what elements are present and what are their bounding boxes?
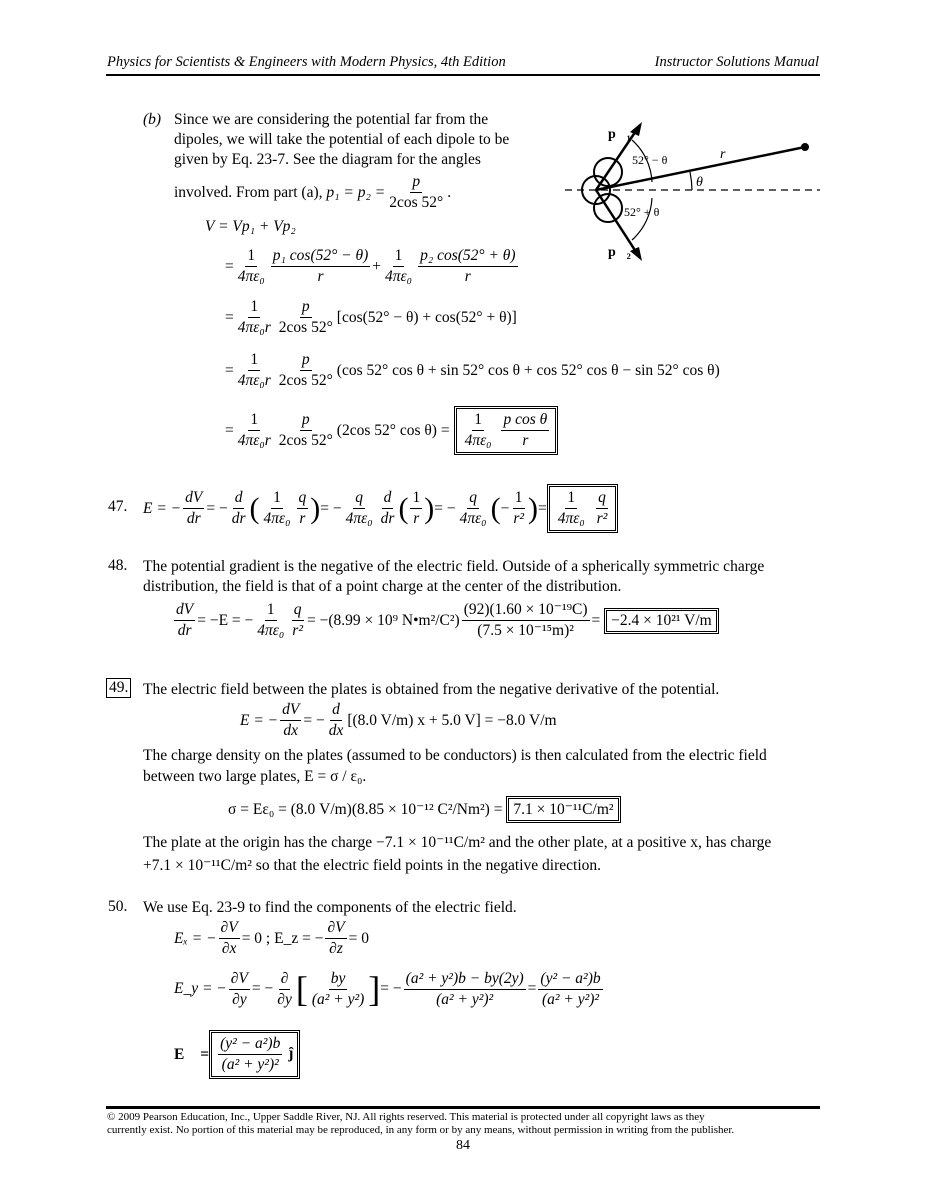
p47-f1d: dr [186, 510, 201, 527]
p50-E-d: (a² + y²)² [221, 1056, 279, 1073]
p49-e-lhs: E = − [240, 711, 279, 729]
p50-ey-n1: ∂V [229, 969, 250, 990]
p47-eq1: = − [206, 499, 228, 517]
p50-ey-d5: (a² + y²)² [541, 990, 600, 1008]
p50-ey-d2: ∂y [277, 990, 292, 1008]
p47-box-d1: 4πε₀ [557, 510, 585, 527]
footer-copyright [107, 1111, 821, 1137]
p50-ey-d3: (a² + y²) [311, 990, 365, 1008]
problem-47-equation: E = − $\frac{dV}{dr}$ = − $\frac{d}{dr}$ ( $\frac{1}{\text{4πε₀}}$ $\frac{q}{r}$ ) = − $\frac{q}{\text{4πε₀}}$ $\frac{d}{dr}$ ( $\frac{1}{r}$ ) = − $\frac{q}{\text{4πε₀}}$ ( − $\frac{1}{\text{r²}}$ ) = $\frac{1}{\text{4πε₀}}$ $\frac{q}{\text{r²}}$ [143, 484, 618, 533]
p50-line1: We use Eq. 23-9 to find the components of the electric field. [143, 899, 517, 916]
page-number: 84 [456, 1138, 470, 1153]
p50-ez-tail: = 0 [348, 929, 369, 947]
p50-E-lhs: E⃗ = [174, 1045, 210, 1063]
p50-ey-d1: ∂y [232, 990, 247, 1008]
p48-f4n: (92)(1.60 × 10⁻¹⁹C) [462, 600, 590, 621]
p48-f2n: 1 [265, 600, 277, 621]
p49-f2d: dx [328, 722, 344, 739]
p50-ex-mid: = 0 ; E_z = − [241, 929, 324, 947]
p1-label: p⃗₁ [608, 127, 631, 142]
eq5-num1: 1 [248, 410, 260, 431]
r-label: r [720, 147, 726, 162]
p2-arrowhead [630, 247, 642, 261]
p47-f7n: 1 [410, 488, 422, 509]
p47-f9d: r² [513, 510, 525, 527]
theta-label: θ [696, 175, 703, 190]
eq5-den1: 4πε₀r [237, 432, 271, 449]
p47-f2n: d [233, 488, 245, 509]
footer-line2: currently exist. No portion of this material may be reproduced, in any form or by any means, without permission in writing from the publisher. [107, 1124, 735, 1136]
eq3-num2: p [300, 297, 312, 318]
p47-f6d: dr [380, 510, 395, 527]
eq5-tail: (2cos 52° cos θ) = [336, 421, 450, 439]
p47-f5n: q [353, 488, 365, 509]
part-b-line3: given by Eq. 23-7. See the diagram for the angles [174, 151, 481, 168]
p1-arrowhead [630, 122, 642, 136]
eq5-box-den2: r [522, 432, 529, 449]
p49-line4: The plate at the origin has the charge −7.1 × 10⁻¹¹C/m² and the other plate, at a positive x, has charge [143, 834, 772, 851]
p47-f4d: r [299, 510, 306, 527]
problem-49-number: 49. [106, 678, 131, 698]
eq3-den1: 4πε₀r [237, 319, 271, 336]
p47-box-n2: q [596, 488, 608, 509]
p49-sigma-eq: σ = Eε₀ = (8.0 V/m)(8.85 × 10⁻¹² C²/Nm²) = [228, 801, 503, 818]
eq3-num1: 1 [248, 297, 260, 318]
dipole-diagram [560, 110, 825, 280]
problem-50-number: 50. [108, 898, 128, 915]
p49-sigma-equation [228, 796, 621, 823]
p47-eq2: = − [320, 499, 342, 517]
eq2-b-num: p₁ cos(52° − θ) [271, 246, 371, 267]
problem-47-number: 47. [108, 498, 128, 515]
eq-line4: = $\frac{1}{\text{4πε₀r}}$ $\frac{p}{2\cos 52^\circ}$ (cos 52° cos θ + sin 52° cos θ + cos 52° cos θ − sin 52° cos θ) [225, 351, 720, 389]
p50-E-result [174, 1030, 300, 1079]
eq2-b-den: r [317, 268, 324, 285]
p50-ex-lhs: Eₓ = − [174, 929, 217, 947]
angle1-label: 52° − θ [632, 153, 668, 167]
part-b-line4: involved. From part (a), p₁ = p₂ = $\frac{p}{2\cos 52^\circ}$ . [174, 173, 452, 211]
part-b-label: (b) [143, 111, 162, 128]
eq5-num2: p [300, 410, 312, 431]
eq5-answer-box [454, 406, 559, 455]
p47-box-n1: 1 [565, 488, 577, 509]
eq5-box-num1: 1 [472, 410, 484, 431]
eq4-tail: (cos 52° cos θ + sin 52° cos θ + cos 52° cos θ − sin 52° cos θ) [336, 361, 720, 379]
p50-ez-d: ∂z [329, 940, 343, 957]
p49-f1n: dV [280, 700, 301, 721]
eq3-den2: 2cos 52° [278, 319, 333, 336]
p50-ey-n2: ∂ [279, 969, 291, 990]
p49-f2n: d [330, 700, 342, 721]
p50-E-answer-box [209, 1030, 300, 1079]
p47-f8n: q [467, 488, 479, 509]
part-b-line1: Since we are considering the potential far from the [174, 111, 489, 128]
p47-f1n: dV [183, 488, 204, 509]
eq3-tail: [cos(52° − θ) + cos(52° + θ)] [336, 308, 517, 326]
p47-f7d: r [413, 510, 420, 527]
p2-label: p⃗₂ [608, 245, 631, 260]
p50-ez-n: ∂V [325, 918, 346, 939]
p48-f2d: 4πε₀ [257, 622, 285, 639]
p48-f3d: r² [292, 622, 303, 639]
p48-line1: The potential gradient is the negative of the electric field. Outside of a spherically symmetric charge [143, 558, 765, 575]
p48-mid2: = −(8.99 × 10⁹ N•m²/C²) [306, 611, 460, 629]
p48-f1n: dV [174, 600, 195, 621]
p49-eq1: = − [303, 711, 325, 729]
eq4-den2: 2cos 52° [278, 372, 333, 389]
p48-eq: = [591, 611, 601, 629]
p47-f3d: 4πε₀ [263, 510, 291, 527]
eq2-d-num: p₂ cos(52° + θ) [418, 246, 518, 267]
p48-line2: distribution, the field is that of a point charge at the center of the distribution. [143, 578, 622, 595]
p50-ey-n5: (y² − a²)b [538, 969, 602, 990]
p48-answer-box: −2.4 × 10²¹ V/m [604, 608, 719, 634]
p47-f5d: 4πε₀ [345, 510, 373, 527]
eq2-a-num: 1 [245, 246, 257, 267]
p50-ey-eq1: = − [251, 980, 274, 997]
field-point [801, 143, 809, 151]
p47-answer-box [547, 484, 619, 533]
eq5-box-num2: p cos θ [501, 410, 549, 431]
p50-E-n: (y² − a²)b [218, 1034, 282, 1055]
p50-ey-n4: (a² + y²)b − by(2y) [404, 969, 526, 990]
p50-ex-d: ∂x [221, 940, 237, 957]
angle2-label: 52° + θ [624, 205, 660, 219]
p-fraction [387, 172, 445, 213]
p48-f3n: q [292, 600, 304, 621]
p48-equation [172, 600, 719, 641]
p48-mid: = −E = − [197, 611, 254, 629]
p50-ey-lhs: E_y = − [174, 980, 227, 997]
eq2-c-num: 1 [393, 246, 405, 267]
p49-e-tail: [(8.0 V/m) x + 5.0 V] = −8.0 V/m [347, 711, 557, 729]
eq4-num2: p [300, 350, 312, 371]
p49-e-equation [240, 700, 557, 741]
p47-f2d: dr [231, 510, 246, 527]
eq2-c-den: 4πε₀ [385, 268, 413, 285]
eq5-den2: 2cos 52° [278, 432, 333, 449]
p49-f1d: dx [283, 722, 299, 739]
p50-ex-n: ∂V [219, 918, 240, 939]
p49-sigma-answer-box: 7.1 × 10⁻¹¹C/m² [506, 796, 620, 823]
header-rule [106, 74, 820, 76]
p48-f1d: dr [177, 622, 192, 639]
p50-ey-eq2: = − [380, 980, 402, 997]
p48-f4d: (7.5 × 10⁻¹⁵m)² [477, 622, 574, 639]
header-manual: Instructor Solutions Manual [654, 54, 819, 70]
footer-line1: © 2009 Pearson Education, Inc., Upper Saddle River, NJ. All rights reserved. This material is protected under all copyright laws as they [107, 1111, 705, 1123]
p50-ey-n3: by [329, 969, 348, 990]
eq2-a-den: 4πε₀ [237, 268, 265, 285]
theta-arc [690, 172, 692, 190]
v-sum: V = Vp₁ + Vp₂ [205, 218, 296, 235]
p50-ey-eq3: = [527, 980, 537, 997]
eq4-num1: 1 [248, 350, 260, 371]
p47-f4n: q [297, 488, 309, 509]
p47-box-d2: r² [596, 510, 608, 527]
p47-f3n: 1 [271, 488, 283, 509]
problem-48-number: 48. [108, 557, 128, 574]
p47-eq3: = − [434, 499, 456, 517]
footer-rule [106, 1106, 820, 1109]
p47-lhs: E = − [143, 499, 182, 517]
eq-line5: = $\frac{1}{\text{4πε₀r}}$ $\frac{p}{2\cos 52^\circ}$ (2cos 52° cos θ) = $\frac{1}{\text{4πε₀}}$ $\frac{\text{p cos θ}}{r}$ [225, 406, 558, 455]
p47-eq4: = [538, 499, 547, 517]
p-equality: p₁ = p₂ = [326, 183, 386, 201]
p50-ex-ez-equation [174, 918, 369, 959]
p49-line5: +7.1 × 10⁻¹¹C/m² so that the electric field points in the negative direction. [143, 857, 601, 874]
p49-line1: The electric field between the plates is obtained from the negative derivative of the potential. [143, 681, 720, 698]
p47-f6n: d [382, 488, 394, 509]
header-title: Physics for Scientists & Engineers with Modern Physics, 4th Edition [107, 54, 506, 70]
eq4-den1: 4πε₀r [237, 372, 271, 389]
eq2-d-den: r [464, 268, 471, 285]
part-b-line4-text: involved. From part (a), [174, 183, 323, 201]
p-den: 2cos 52° [389, 194, 444, 211]
p47-f8d: 4πε₀ [459, 510, 487, 527]
p49-line3: between two large plates, E = σ / ε₀. [143, 768, 367, 785]
eq5-box-den1: 4πε₀ [464, 432, 492, 449]
p-num: p [410, 172, 422, 193]
p47-f9n: 1 [513, 488, 525, 509]
eq-line3: = $\frac{1}{\text{4πε₀r}}$ $\frac{p}{2\cos 52^\circ}$ [cos(52° − θ) + cos(52° + θ)] [225, 298, 517, 336]
p50-ey-equation: E_y = − $\frac{\partial V}{\partial y}$ = − $\frac{\partial}{\partial y}$ [ $\frac{by}{\text{(a² + y²)}}$ ] = − $\frac{\text{(a² + y²)b − by(2y)}}{\text{(a² + y²)²}}$ = $\frac{\text{(y² − a²)b}}{\text{(a² + y²)²}}$ [174, 969, 601, 1009]
p49-line2: The charge density on the plates (assumed to be conductors) is then calculated from the electric field [143, 747, 767, 764]
part-b-line2: dipoles, we will take the potential of each dipole to be [174, 131, 510, 148]
p50-ey-d4: (a² + y²)² [436, 990, 494, 1008]
eq-line2: = $\frac{1}{\text{4πε₀}}$ $\frac{\text{p₁ cos(52° − θ)}}{r}$ + $\frac{1}{\text{4πε₀}}$ $\frac{\text{p₂ cos(52° + θ)}}{r}$ [225, 247, 516, 285]
p50-E-unit: ĵ [288, 1045, 294, 1063]
